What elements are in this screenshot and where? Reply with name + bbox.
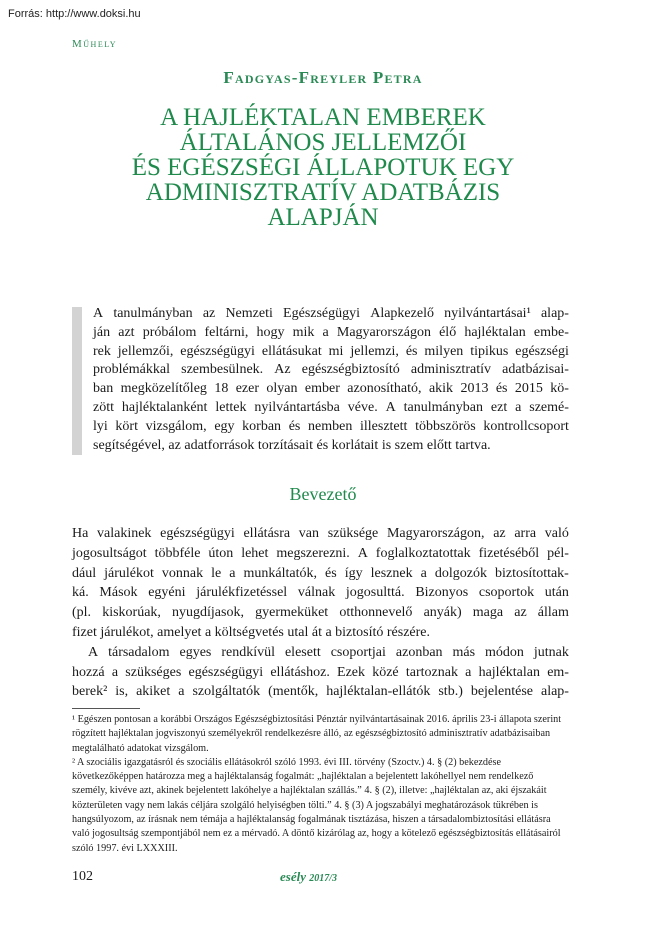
abstract xyxy=(72,305,569,457)
abstract-line: ban megközelítőleg 18 ezer olyan ember azonosítható, akik 2013 és 2015 kö- xyxy=(93,381,569,397)
abstract-line: segítségével, az adatforrások torzításait és korlátait is szem előtt tartva. xyxy=(93,437,491,453)
body-line: jogosultságot többféle úton lehet megszerezni. A foglalkoztatottak fizetéséből pél- xyxy=(72,545,569,561)
abstract-bar xyxy=(72,307,82,455)
footnote-rule xyxy=(72,708,140,709)
footnote-2: ² A szociális igazgatásról és szociális ellátásokról szóló 1993. évi III. törvény (Szoctv.) 4. § (2) bekezdése következőképpen határozza meg a hajléktalanság fogalmát: „hajléktalan a bejelentett lakóhellyel nem rendelkező személy, kivéve azt, akinek bejelentett lakóhelye a hajléktalan szállás.” 4. § (2), illetve: „hajléktalan az, aki éjszakáit közterületen vagy nem lakás céljára szolgáló helyiségben tölti.” 4. § (3) A jogszabályi meghatározások tükrében is hangsúlyozom, az írásnak nem témája a hajléktalanság fogalmának tisztázása, hiszen a társadalombiztosítási ellátásra való jogosultság szempontjából nem ez a mérvadó. A döntő kizárólag az, hogy a kötelező egészségbiztosítás ellátásairól szóló 1997. évi LXXXIII. xyxy=(72,756,561,854)
abstract-line: rek jellemzői, egészségügyi ellátásukat mi jellemzi, és milyen tipikus egészségi xyxy=(93,343,569,359)
journal-title: esély xyxy=(280,869,306,884)
title-line: ÁLTALÁNOS JELLEMZŐI xyxy=(179,129,467,156)
abstract-line: lyi kört vizsgálom, egy korban és nemben illesztett többszörös kontrollcsoport xyxy=(93,418,569,434)
abstract-line: problémákkal szembesülnek. Az egészségbiztosító adminisztratív adatbázisai- xyxy=(93,362,569,378)
page-number: 102 xyxy=(72,869,93,884)
body-line: Ha valakinek egészségügyi ellátásra van szüksége Magyarországon, az arra való xyxy=(72,526,569,541)
body-line: fizet járulékot, amelyet a költségvetés utal át a biztosító részére. xyxy=(72,624,431,640)
abstract-line: zött hajléktalanként lettek nyilvántartásba véve. A tanulmányban ezt a szemé- xyxy=(93,399,569,415)
section-heading: Bevezető xyxy=(289,484,357,504)
section-label: Műhely xyxy=(72,38,118,50)
title-line: ÉS EGÉSZSÉGI ÁLLAPOTUK EGY xyxy=(131,154,515,181)
article-title xyxy=(100,105,546,230)
body-line: ká. Mások egyéni járulékfizetéssel válnak jogosulttá. Bizonyos csoportok után xyxy=(72,585,569,601)
title-line: A HAJLÉKTALAN EMBEREK xyxy=(160,104,486,131)
source-url: Forrás: http://www.doksi.hu xyxy=(8,8,141,20)
title-line: ALAPJÁN xyxy=(267,204,379,231)
body-line: dául járulékot vonnak le a munkáltatók, és így lesznek a dolgozók biztosítottak- xyxy=(72,565,569,581)
journal-issue: 2017/3 xyxy=(309,873,338,884)
body-line: A társadalom egyes rendkívül elesett csoportjai azonban más módon jutnak xyxy=(88,644,569,660)
abstract-text xyxy=(93,305,569,455)
journal-name xyxy=(280,869,337,885)
abstract-line: ján azt próbálom feltárni, hogy mik a Magyarországon élő hajléktalan embe- xyxy=(93,324,569,340)
title-line: ADMINISZTRATÍV ADATBÁZIS xyxy=(145,179,501,206)
body-text xyxy=(72,524,569,702)
body-line: berek² is, akiket a szolgáltatók (mentők, hajléktalan-ellátók stb.) bejelentése alap- xyxy=(72,684,569,700)
author-name: Fadgyas-Freyler Petra xyxy=(223,68,423,87)
body-line: hozzá a szükséges egészségügyi ellátáshoz. Ezek közé tartoznak a hajléktalan em- xyxy=(72,664,569,680)
footnotes xyxy=(72,713,569,856)
footnote-1: ¹ Egészen pontosan a korábbi Országos Egészségbiztosítási Pénztár nyilvántartásainak 2016. április 23-i állapota szerint rögzített hajléktalan jogviszonyú személyekről rendelkezésre álló, az egészségbiztosító adminisztratív adatbázisaiban megtalálható adatokat vizsgálom. xyxy=(72,714,562,754)
abstract-line: A tanulmányban az Nemzeti Egészségügyi Alapkezelő nyilvántartásai¹ alap- xyxy=(93,306,569,321)
body-line: (pl. kiskorúak, nyugdíjasok, gyermeküket otthonnevelő anyák) maga az állam xyxy=(72,605,569,621)
